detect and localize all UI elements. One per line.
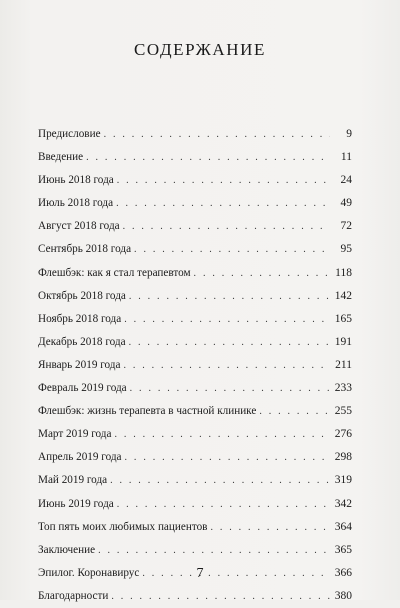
- toc-dot-leader: [86, 146, 330, 169]
- toc-entry: [38, 285, 352, 308]
- toc-entry-page: 366: [334, 566, 352, 579]
- toc-dot-leader: [116, 192, 330, 215]
- toc-entry: [38, 331, 352, 354]
- toc-entry: [38, 446, 352, 469]
- toc-entry-page: 211: [335, 358, 352, 371]
- toc-dot-leader: [123, 215, 330, 238]
- toc-entry: [38, 123, 352, 146]
- toc-entry: [38, 585, 352, 608]
- toc-entry-title: Топ пять моих любимых пациентов: [38, 520, 208, 533]
- toc-dot-leader: [104, 123, 330, 146]
- toc-dot-leader: [114, 423, 330, 446]
- toc-entry: [38, 169, 352, 192]
- toc-entry-title: Июль 2018 года: [38, 197, 114, 210]
- toc-entry-page: 165: [334, 312, 352, 325]
- toc-entry-page: 118: [335, 266, 352, 279]
- toc-entry-title: Флешбэк: жизнь терапевта в частной клинике: [38, 405, 257, 418]
- toc-entry-title: Январь 2019 года: [38, 358, 121, 371]
- toc-entry-page: 24: [340, 174, 352, 187]
- toc-entry: [38, 423, 352, 446]
- toc-entry-page: 142: [334, 289, 352, 302]
- toc-entry-page: 342: [334, 497, 352, 510]
- toc-entry-title: Сентябрь 2018 года: [38, 243, 132, 256]
- toc-entry-page: 72: [340, 220, 352, 233]
- toc-entry-page: 380: [334, 589, 352, 602]
- toc-entry-title: Октябрь 2018 года: [38, 289, 126, 302]
- toc-entry-page: 319: [334, 474, 352, 487]
- toc-entry-title: Предисловие: [38, 128, 101, 140]
- toc-entry-title: Благодарности: [38, 589, 109, 602]
- toc-dot-leader: [134, 238, 330, 261]
- toc-entry-title: Август 2018 года: [38, 220, 120, 233]
- toc-dot-leader: [129, 331, 330, 354]
- toc-entry-title: Ноябрь 2018 года: [38, 312, 122, 325]
- toc-dot-leader: [98, 539, 330, 562]
- table-of-contents: [38, 123, 352, 608]
- toc-entry-title: Май 2019 года: [38, 474, 108, 487]
- toc-dot-leader: [123, 354, 330, 377]
- toc-entry-page: 364: [334, 520, 352, 533]
- toc-entry-page: 233: [334, 382, 352, 395]
- toc-entry-title: Апрель 2019 года: [38, 451, 122, 464]
- toc-entry-page: 298: [334, 451, 352, 464]
- toc-entry: [38, 192, 352, 215]
- toc-entry: [38, 262, 352, 285]
- toc-entry-page: 49: [340, 197, 352, 210]
- toc-entry-page: 365: [334, 543, 352, 556]
- toc-entry-page: 9: [346, 128, 352, 140]
- toc-entry: [38, 493, 352, 516]
- toc-entry: [38, 469, 352, 492]
- toc-entry-page: 191: [334, 335, 352, 348]
- toc-entry: [38, 516, 352, 539]
- toc-entry-title: Июнь 2018 года: [38, 174, 114, 187]
- toc-entry-title: Март 2019 года: [38, 428, 112, 441]
- page-number: 7: [196, 566, 204, 581]
- toc-dot-leader: [129, 285, 330, 308]
- toc-dot-leader: [210, 516, 330, 539]
- toc-entry-title: Введение: [38, 151, 84, 164]
- toc-entry-title: Июнь 2019 года: [38, 497, 114, 510]
- toc-entry-title: Эпилог. Коронавирус: [38, 566, 140, 579]
- toc-dot-leader: [124, 308, 330, 331]
- toc-dot-leader: [259, 400, 330, 423]
- toc-dot-leader: [111, 585, 330, 608]
- toc-dot-leader: [130, 377, 330, 400]
- toc-dot-leader: [117, 493, 330, 516]
- toc-entry: [38, 354, 352, 377]
- toc-entry-page: 95: [340, 243, 352, 256]
- toc-entry-title: Декабрь 2018 года: [38, 335, 126, 348]
- toc-entry-title: Флешбэк: как я стал терапевтом: [38, 266, 191, 279]
- toc-dot-leader: [117, 169, 330, 192]
- toc-entry: [38, 238, 352, 261]
- toc-dot-leader: [125, 446, 330, 469]
- toc-entry: [38, 377, 352, 400]
- toc-entry-page: 11: [340, 151, 352, 164]
- page-title: СОДЕРЖАНИЕ: [133, 40, 267, 59]
- toc-dot-leader: [194, 262, 330, 285]
- toc-entry: [38, 215, 352, 238]
- toc-entry-title: Заключение: [38, 543, 96, 556]
- toc-entry: [38, 146, 352, 169]
- toc-entry: [38, 539, 352, 562]
- toc-entry-title: Февраль 2019 года: [38, 382, 127, 395]
- toc-entry-page: 276: [334, 428, 352, 441]
- toc-entry: [38, 400, 352, 423]
- toc-entry-page: 255: [334, 405, 352, 418]
- toc-dot-leader: [110, 469, 330, 492]
- toc-entry: [38, 308, 352, 331]
